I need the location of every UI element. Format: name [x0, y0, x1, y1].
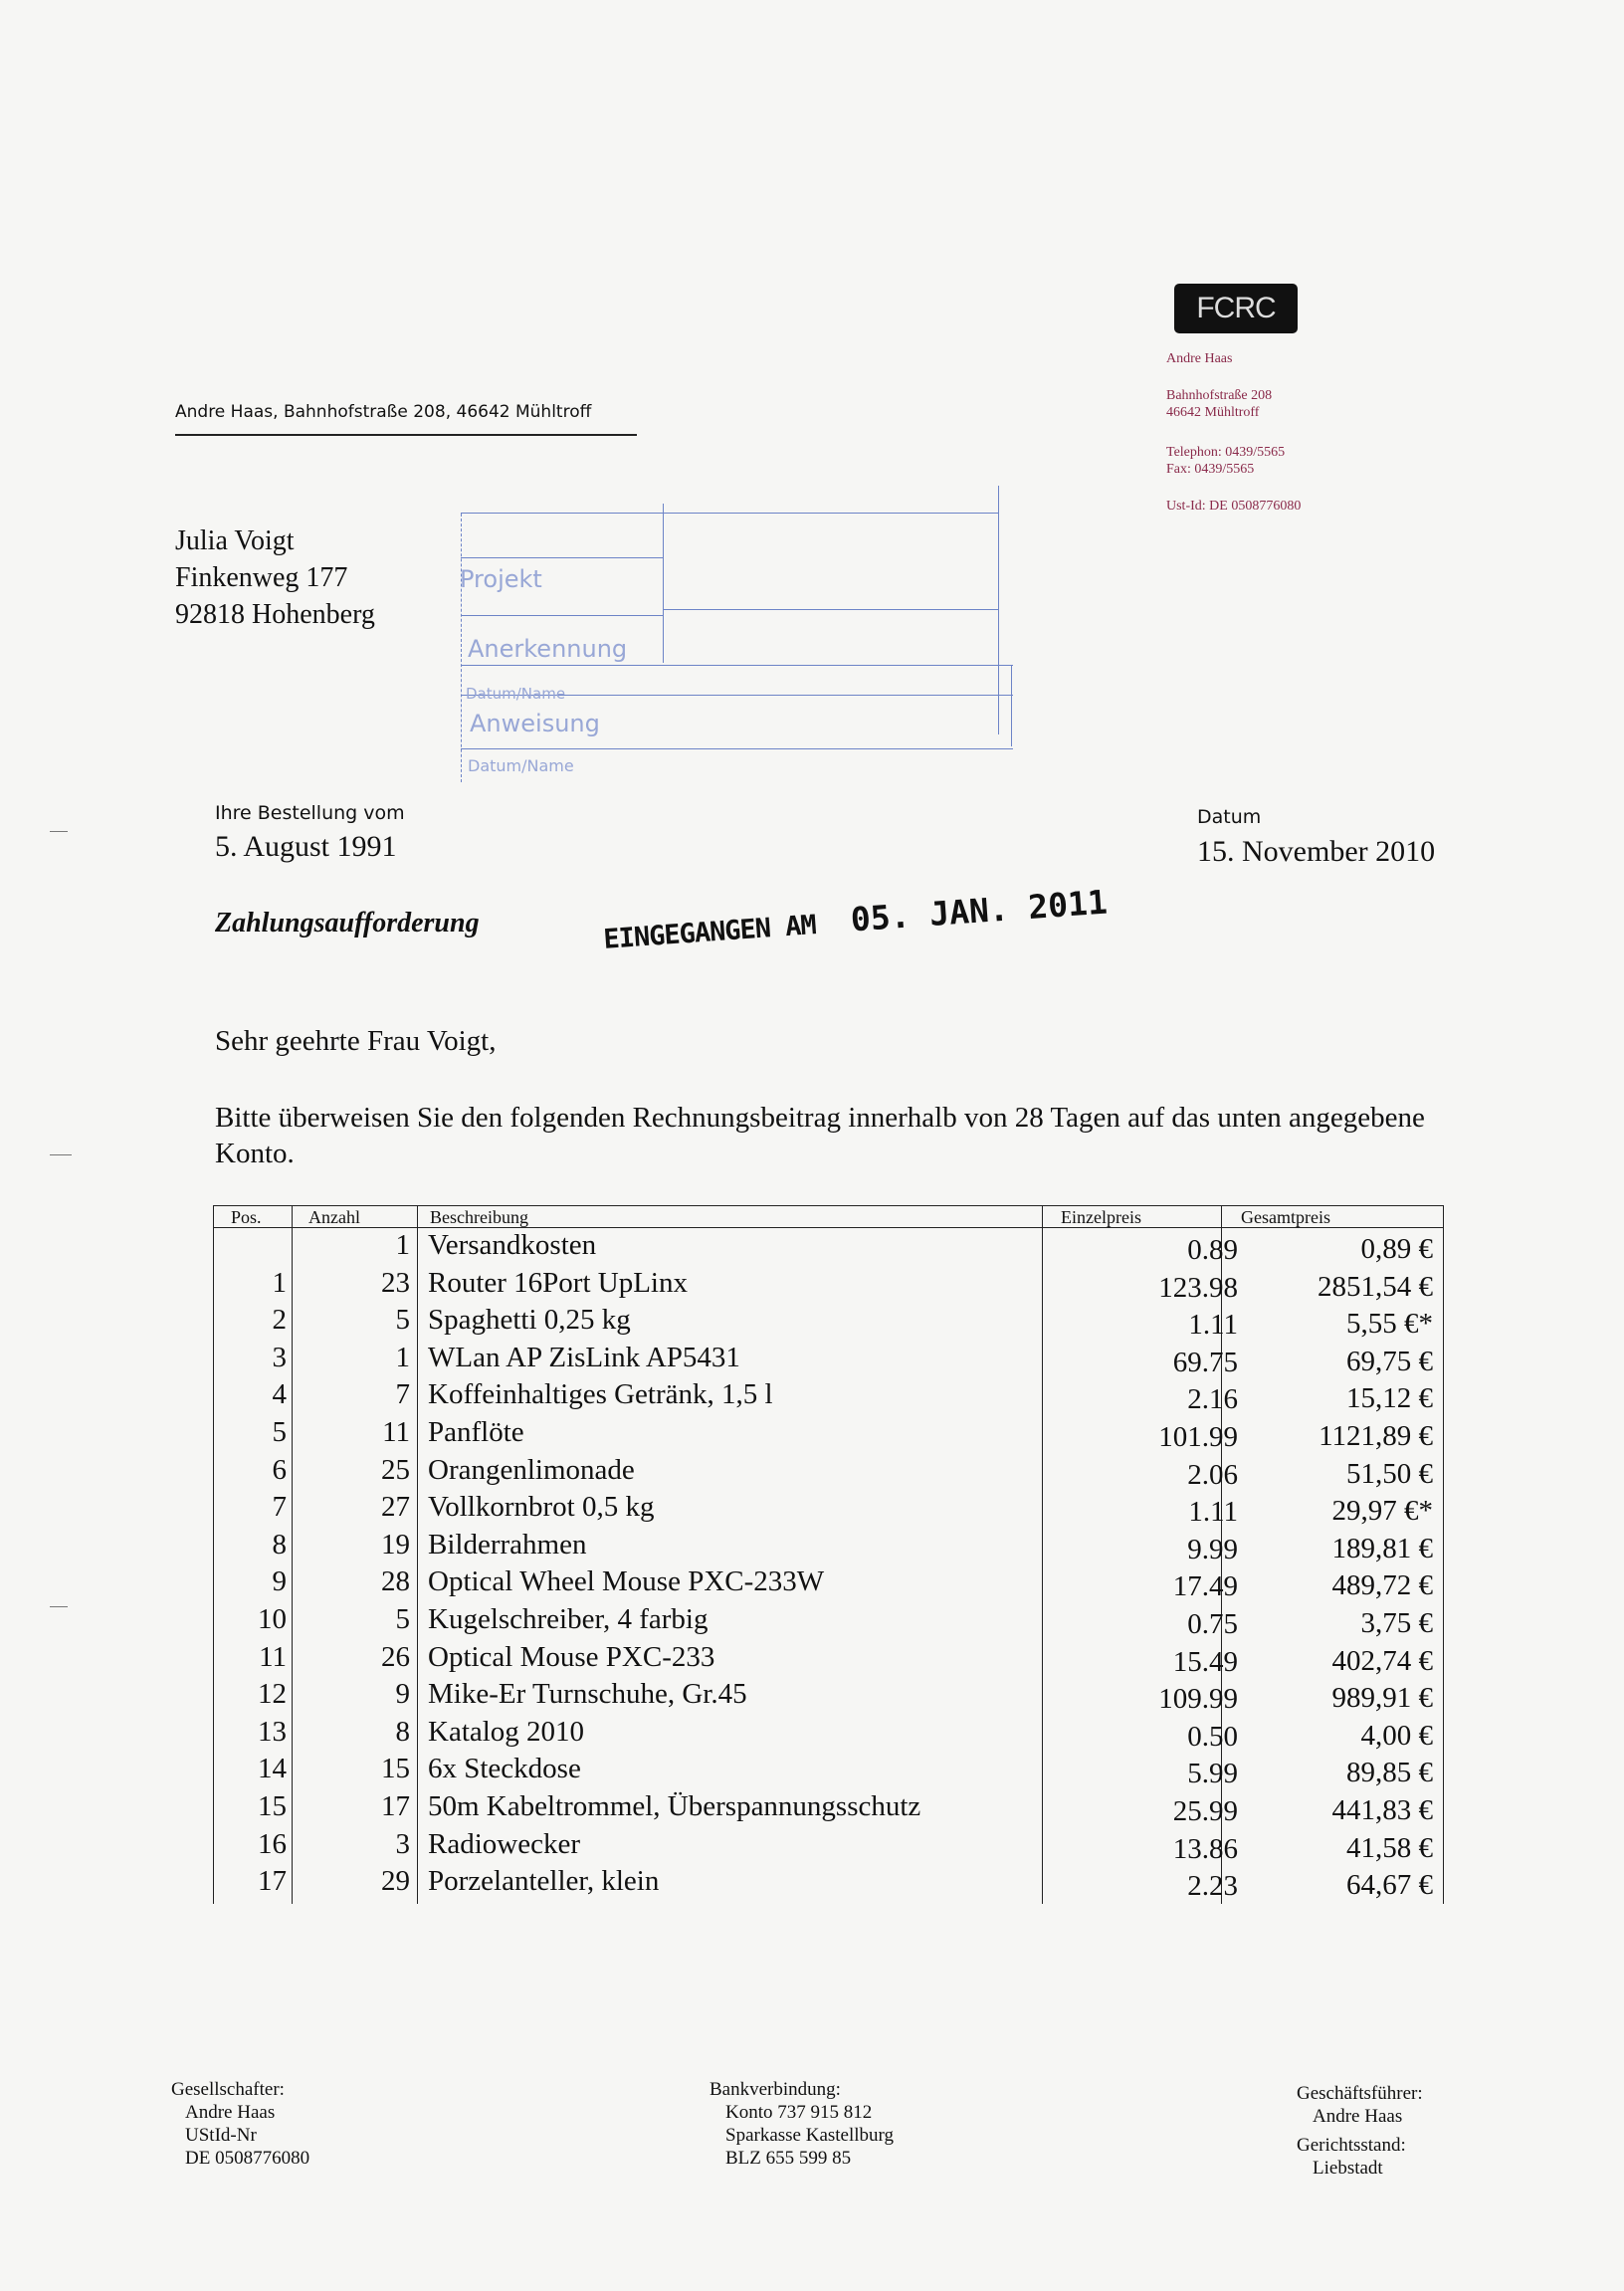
footer-shareholder-title: Gesellschafter:	[171, 2079, 285, 2100]
cell-anzahl: 28	[381, 1565, 410, 1598]
cell-anzahl: 27	[381, 1491, 410, 1524]
order-date: 5. August 1991	[215, 830, 397, 863]
cell-einzelpreis: 1.11	[1188, 1496, 1238, 1529]
cell-anzahl: 26	[381, 1640, 410, 1673]
cell-anzahl: 25	[381, 1453, 410, 1486]
footer-bank-line: Sparkasse Kastellburg	[725, 2125, 895, 2146]
cell-anzahl: 15	[381, 1753, 410, 1785]
cell-gesamtpreis: 15,12 €	[1346, 1382, 1433, 1415]
table-row	[213, 1267, 1444, 1305]
table-row	[213, 1304, 1444, 1342]
header-einzelpreis: Einzelpreis	[1061, 1207, 1141, 1227]
header-pos: Pos.	[231, 1207, 262, 1227]
salutation: Sehr geehrte Frau Voigt,	[215, 1025, 497, 1057]
company-name: Andre Haas	[1166, 351, 1233, 366]
received-stamp	[602, 883, 1109, 956]
footer-management-name: Andre Haas	[1313, 2106, 1403, 2127]
header-beschreibung: Beschreibung	[430, 1207, 528, 1227]
table-row	[213, 1828, 1444, 1866]
cell-gesamtpreis: 989,91 €	[1331, 1682, 1433, 1715]
cell-beschreibung: Porzelanteller, klein	[428, 1865, 660, 1898]
table-row	[213, 1529, 1444, 1566]
table-row	[213, 1342, 1444, 1379]
cell-einzelpreis: 9.99	[1187, 1533, 1238, 1565]
cell-pos: 2	[272, 1304, 287, 1337]
cell-gesamtpreis: 69,75 €	[1346, 1345, 1433, 1377]
cell-gesamtpreis: 441,83 €	[1331, 1794, 1433, 1826]
stamp-datum-name-1: Datum/Name	[466, 685, 566, 703]
table-row	[213, 1378, 1444, 1416]
stamp-anweisung-label: Anweisung	[470, 710, 600, 737]
table-row	[213, 1753, 1444, 1790]
cell-einzelpreis: 17.49	[1172, 1570, 1238, 1603]
company-logo	[1174, 284, 1298, 333]
table-row	[213, 1416, 1444, 1454]
table-row	[213, 1678, 1444, 1716]
company-phone: Telephon: 0439/5565	[1166, 445, 1286, 460]
cell-pos: 12	[258, 1678, 287, 1711]
cell-anzahl: 19	[381, 1528, 410, 1561]
cell-einzelpreis: 13.86	[1172, 1832, 1238, 1865]
cell-anzahl: 1	[395, 1341, 410, 1373]
cell-pos: 5	[272, 1416, 287, 1448]
cell-anzahl: 3	[395, 1827, 410, 1860]
cell-beschreibung: Orangenlimonade	[428, 1453, 635, 1486]
cell-beschreibung: 50m Kabeltrommel, Überspannungsschutz	[428, 1790, 921, 1822]
cell-beschreibung: Bilderrahmen	[428, 1528, 587, 1561]
cell-einzelpreis: 15.49	[1172, 1645, 1238, 1678]
footer-bank-title: Bankverbindung:	[710, 2079, 841, 2100]
cell-pos: 14	[258, 1753, 287, 1785]
sender-line: Andre Haas, Bahnhofstraße 208, 46642 Mühltroff	[175, 402, 592, 422]
cell-beschreibung: Optical Mouse PXC-233	[428, 1640, 715, 1673]
cell-gesamtpreis: 402,74 €	[1331, 1644, 1433, 1677]
footer-bank-line: Konto 737 915 812	[725, 2102, 873, 2123]
footer-court-title: Gerichtsstand:	[1297, 2135, 1406, 2156]
received-stamp-date: 05. JAN. 2011	[849, 882, 1109, 939]
table-row	[213, 1641, 1444, 1679]
recipient-name: Julia Voigt	[175, 525, 295, 556]
cell-beschreibung: Versandkosten	[428, 1229, 597, 1261]
cell-beschreibung: Kugelschreiber, 4 farbig	[428, 1603, 709, 1635]
cell-einzelpreis: 2.23	[1187, 1870, 1238, 1903]
cell-anzahl: 29	[381, 1865, 410, 1898]
cell-gesamtpreis: 3,75 €	[1360, 1607, 1433, 1639]
company-city: 46642 Mühltroff	[1166, 405, 1260, 420]
cell-gesamtpreis: 29,97 €*	[1331, 1495, 1433, 1528]
cell-gesamtpreis: 489,72 €	[1331, 1569, 1433, 1602]
cell-einzelpreis: 25.99	[1172, 1795, 1238, 1827]
cell-anzahl: 1	[395, 1229, 410, 1261]
cell-einzelpreis: 0.50	[1187, 1720, 1238, 1753]
date-label: Datum	[1197, 806, 1262, 828]
cell-einzelpreis: 0.75	[1187, 1608, 1238, 1640]
stamp-projekt-label: Projekt	[460, 565, 542, 593]
table-row	[213, 1603, 1444, 1641]
table-row	[213, 1865, 1444, 1903]
table-row	[213, 1790, 1444, 1828]
cell-anzahl: 7	[395, 1378, 410, 1411]
cell-pos: 9	[272, 1565, 287, 1598]
approval-stamp	[456, 486, 1013, 786]
received-stamp-text: EINGEGANGEN AM	[602, 910, 817, 955]
footer-shareholder-line: Andre Haas	[185, 2102, 276, 2123]
cell-beschreibung: Spaghetti 0,25 kg	[428, 1304, 631, 1337]
cell-einzelpreis: 2.16	[1187, 1383, 1238, 1416]
cell-einzelpreis: 1.11	[1188, 1309, 1238, 1342]
cell-anzahl: 11	[382, 1416, 410, 1448]
cell-gesamtpreis: 5,55 €*	[1346, 1308, 1433, 1341]
recipient-city: 92818 Hohenberg	[175, 599, 375, 630]
fold-mark	[50, 831, 68, 832]
cell-pos: 3	[272, 1341, 287, 1373]
recipient-street: Finkenweg 177	[175, 562, 348, 593]
table-row	[213, 1229, 1444, 1267]
table-row	[213, 1565, 1444, 1603]
cell-anzahl: 5	[395, 1603, 410, 1635]
stamp-anerkennung-label: Anerkennung	[468, 635, 628, 663]
cell-anzahl: 5	[395, 1304, 410, 1337]
cell-anzahl: 9	[395, 1678, 410, 1711]
cell-pos: 1	[272, 1266, 287, 1299]
order-label: Ihre Bestellung vom	[215, 802, 405, 824]
footer-bank	[710, 2078, 894, 2170]
footer-shareholder-line: DE 0508776080	[185, 2148, 310, 2169]
stamp-datum-name-2: Datum/Name	[468, 756, 574, 775]
cell-einzelpreis: 123.98	[1158, 1271, 1238, 1304]
footer-management	[1297, 2082, 1423, 2180]
header-anzahl: Anzahl	[308, 1207, 360, 1227]
cell-einzelpreis: 0.89	[1187, 1234, 1238, 1266]
cell-pos: 13	[258, 1715, 287, 1748]
sender-underline	[175, 434, 637, 436]
footer-shareholder-line: UStId-Nr	[185, 2125, 257, 2146]
recipient-address	[175, 522, 375, 633]
cell-einzelpreis: 101.99	[1158, 1421, 1238, 1453]
cell-beschreibung: Koffeinhaltiges Getränk, 1,5 l	[428, 1378, 773, 1411]
table-row	[213, 1716, 1444, 1754]
company-fax: Fax: 0439/5565	[1166, 462, 1255, 477]
date-value: 15. November 2010	[1197, 835, 1436, 868]
cell-beschreibung: WLan AP ZisLink AP5431	[428, 1341, 740, 1373]
cell-pos: 11	[259, 1640, 287, 1673]
cell-beschreibung: Mike-Er Turnschuhe, Gr.45	[428, 1678, 747, 1711]
table-row	[213, 1454, 1444, 1492]
subject: Zahlungsaufforderung	[215, 908, 480, 938]
table-row	[213, 1491, 1444, 1529]
cell-beschreibung: Optical Wheel Mouse PXC-233W	[428, 1565, 825, 1598]
cell-einzelpreis: 109.99	[1158, 1683, 1238, 1716]
cell-einzelpreis: 2.06	[1187, 1458, 1238, 1491]
cell-einzelpreis: 5.99	[1187, 1758, 1238, 1790]
cell-beschreibung: Router 16Port UpLinx	[428, 1266, 688, 1299]
punch-mark	[50, 1154, 72, 1155]
company-ustid: Ust-Id: DE 0508776080	[1166, 499, 1302, 514]
cell-gesamtpreis: 64,67 €	[1346, 1869, 1433, 1902]
footer-shareholder	[171, 2078, 309, 2170]
cell-gesamtpreis: 1121,89 €	[1319, 1420, 1433, 1452]
cell-gesamtpreis: 189,81 €	[1331, 1532, 1433, 1564]
cell-anzahl: 8	[395, 1715, 410, 1748]
cell-pos: 4	[272, 1378, 287, 1411]
header-gesamtpreis: Gesamtpreis	[1241, 1207, 1330, 1227]
cell-gesamtpreis: 4,00 €	[1360, 1719, 1433, 1752]
cell-anzahl: 17	[381, 1790, 410, 1822]
cell-pos: 10	[258, 1603, 287, 1635]
body-text: Bitte überweisen Sie den folgenden Rechnungsbeitrag innerhalb von 28 Tagen auf das unten angegebene Konto.	[215, 1102, 1425, 1169]
cell-beschreibung: Radiowecker	[428, 1827, 580, 1860]
cell-gesamtpreis: 89,85 €	[1346, 1757, 1433, 1789]
cell-gesamtpreis: 41,58 €	[1346, 1831, 1433, 1864]
footer-court-name: Liebstadt	[1313, 2158, 1383, 2179]
footer-bank-line: BLZ 655 599 85	[725, 2148, 852, 2169]
cell-pos: 8	[272, 1528, 287, 1561]
invoice-table	[213, 1205, 1444, 1904]
fold-mark	[50, 1606, 68, 1607]
cell-pos: 17	[258, 1865, 287, 1898]
logo-text: FCRC	[1196, 292, 1276, 324]
company-street: Bahnhofstraße 208	[1166, 388, 1273, 403]
cell-gesamtpreis: 51,50 €	[1346, 1457, 1433, 1490]
cell-pos: 16	[258, 1827, 287, 1860]
cell-pos: 15	[258, 1790, 287, 1822]
cell-beschreibung: Katalog 2010	[428, 1715, 585, 1748]
cell-anzahl: 23	[381, 1266, 410, 1299]
cell-beschreibung: Panflöte	[428, 1416, 524, 1448]
cell-einzelpreis: 69.75	[1172, 1346, 1238, 1378]
cell-beschreibung: 6x Steckdose	[428, 1753, 581, 1785]
cell-pos: 6	[272, 1453, 287, 1486]
cell-beschreibung: Vollkornbrot 0,5 kg	[428, 1491, 655, 1524]
cell-gesamtpreis: 0,89 €	[1360, 1233, 1433, 1265]
footer-management-title: Geschäftsführer:	[1297, 2083, 1423, 2104]
cell-pos: 7	[272, 1491, 287, 1524]
cell-gesamtpreis: 2851,54 €	[1318, 1270, 1433, 1303]
